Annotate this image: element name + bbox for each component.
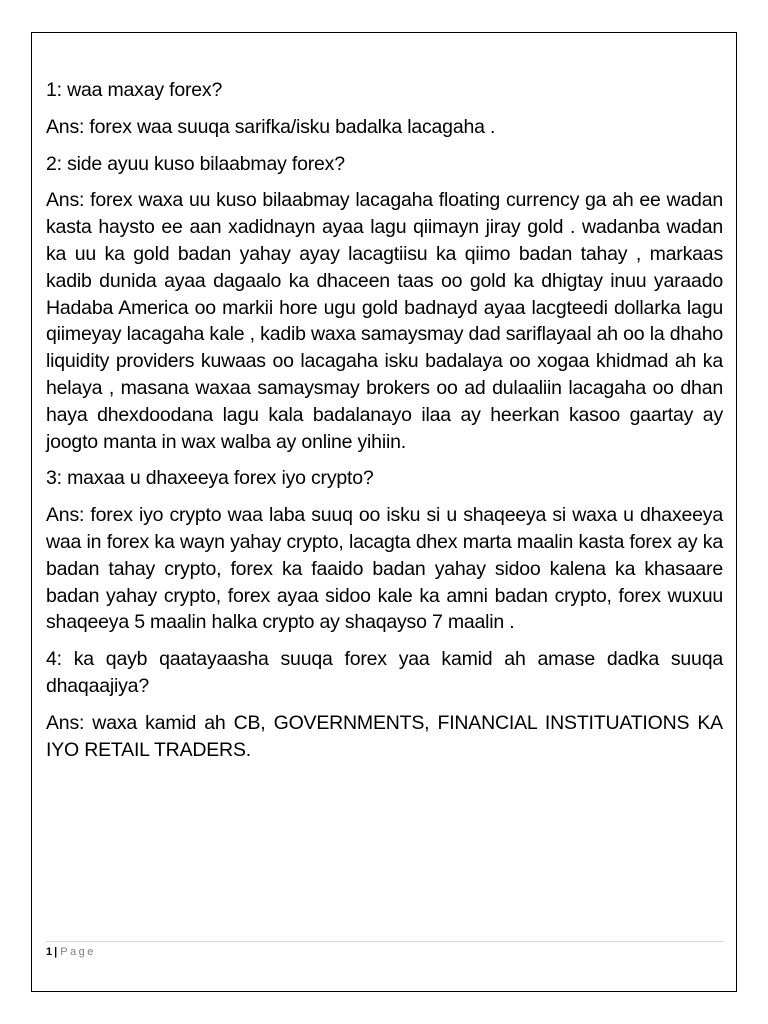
page-footer — [46, 946, 96, 959]
document-body — [46, 77, 723, 773]
question-3: 3: maxaa u dhaxeeya forex iyo crypto? — [46, 467, 374, 490]
page-number: 1 — [46, 946, 53, 958]
answer-2: Ans: forex waxa uu kuso bilaabmay lacagaha floating currency ga ah ee wadan kasta haysto ee aan xadidnayn ayaa lagu qiimayn jiray gold . wadanba wadan ka uu ka gold badan yahay ayay lacagtiisu ka qiimo badan tahay , markaas kadib dunida ayaa dagaalo ka dhaceen taas oo gold ka dhigtay inuu yaraado Hadaba America oo markii hore ugu gold badnayd ayaa lacgteedi dollarka lagu qiimeyay lacagaha kale , kadib waxa samaysmay dad sariflayaal ah oo la dhaho liquidity providers kuwaas oo lacagaha isku badalaya oo xogaa khidmad ah ka helaya , masana waxaa samaysmay brokers oo ad dulaaliin lacagaha oo dhan haya dhexdoodana lagu kala badalanayo ilaa ay heerkan kasoo gaartay ay joogto manta in wax walba ay online yihiin. — [46, 189, 723, 453]
question-4: 4: ka qayb qaatayaasha suuqa forex yaa kamid ah amase dadka suuqa dhaqaajiya? — [46, 648, 723, 697]
footer-separator: | — [54, 946, 58, 958]
question-1: 1: waa maxay forex? — [46, 79, 223, 101]
answer-3: Ans: forex iyo crypto waa laba suuq oo isku si u shaqeeya si waxa u dhaxeeya waa in forex ka wayn yahay crypto, lacagta dhex marta maalin kasta forex ay ka badan tahay crypto, forex ka faaido badan yahay sidoo kalena ka khasaare badan yahay crypto, forex ayaa sidoo kale ka amni badan crypto, forex wuxuu shaqeeya 5 maalin halka crypto ay shaqayso 7 maalin . — [46, 504, 723, 634]
footer-divider — [46, 941, 724, 942]
question-2: 2: side ayuu kuso bilaabmay forex? — [46, 152, 345, 175]
answer-1: Ans: forex waa suuqa sarifka/isku badalka lacagaha . — [46, 115, 496, 138]
page-label: Page — [60, 946, 96, 958]
answer-4: Ans: waxa kamid ah CB, GOVERNMENTS, FINANCIAL INSTITUATIONS KA IYO RETAIL TRADERS. — [46, 711, 723, 761]
